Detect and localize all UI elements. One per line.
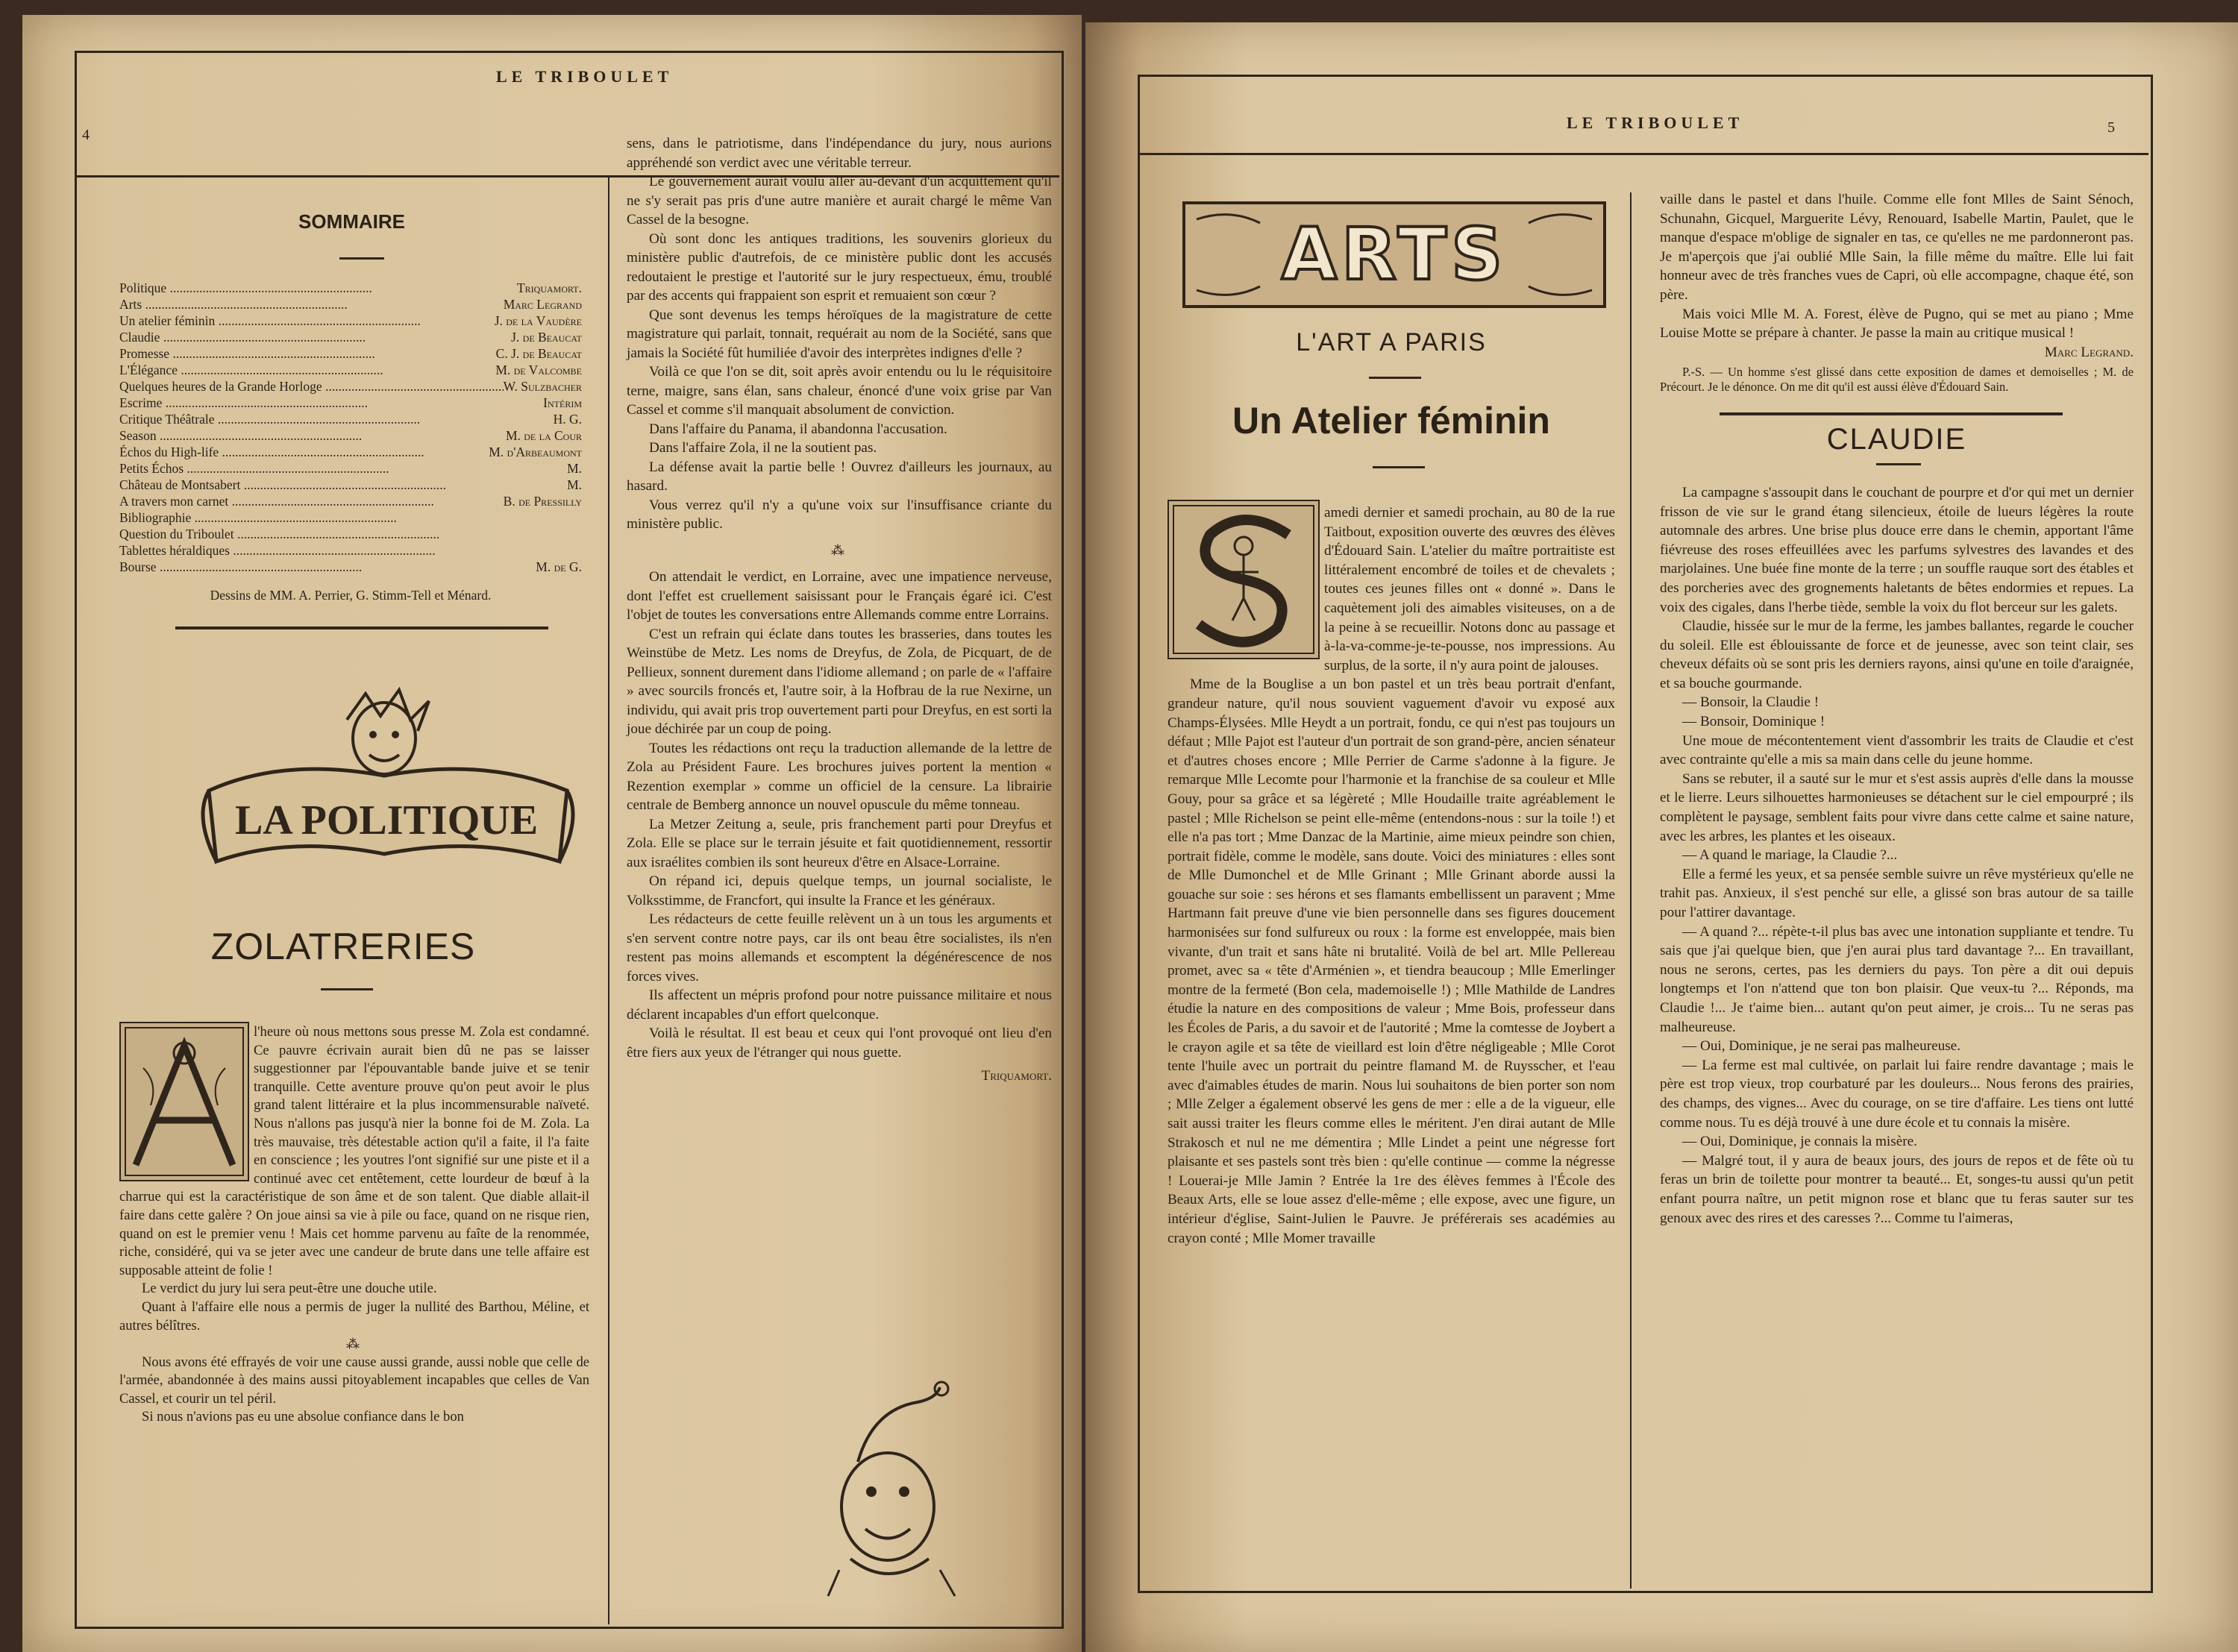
toc-row[interactable]: Question du Triboulet ..... xyxy=(119,526,582,542)
jester-banner-illustration xyxy=(194,686,582,902)
toc-row[interactable]: Bibliographie ..... xyxy=(119,509,582,526)
politique-banner xyxy=(194,686,582,902)
toc-row[interactable]: Escrime ..... Intérim xyxy=(119,395,582,411)
page-number: 4 xyxy=(82,127,90,143)
article-title: ZOLATRERIES xyxy=(210,926,476,967)
signature: Triquamort. xyxy=(981,1068,1052,1084)
dropcap-spacer xyxy=(1167,503,1324,660)
paragraph: Voilà le résultat. Il est beau et ceux qui l'ont provoqué ont lieu d'en être fiers aux yeux de l'étranger qui nous guette. xyxy=(627,1026,1052,1061)
asterism: ⁂ xyxy=(346,1337,363,1352)
paragraph: l'heure où nous mettons sous presse M. Zola est condamné. Ce pauvre écrivain aurait bien dû ne pas se laisser suggestionner par l'épouvantable bande juive et se tenir tranquille. Cette aventure prouve qu'on peut avoir le plus grand talent littéraire et la plus incommensurable naïveté. Nous n'allons pas jusqu'à nier la bonne foi de M. Zola. La très mauvaise, très détestable action qu'il a faite, il l'a faite en conscience ; les youtres l'ont signifié sur une piste et il a continué avec cet entêtement, cette lourdeur de bœuf à la charrue qui est la caractéristique de son âme et de son talent. Que diable allait-il faire dans cette galère ? On joue ainsi sa vie à pile ou face, quand on ne risque rien, quand on est le premier venu ! Mais cet homme parvenu au faîte de la renommée, riche, considéré, qui va se jeter avec une candeur de brute dans une telle affaire est supposable atteint de folie ! xyxy=(119,1024,589,1278)
toc-row[interactable]: Arts ..... Marc Legrand xyxy=(119,296,582,313)
paragraph: — Oui, Dominique, je connais la misère. xyxy=(1682,1134,1917,1150)
sommaire-end-rule xyxy=(175,626,548,629)
toc-row[interactable]: Politique ..... Triquamort. xyxy=(119,280,582,296)
paragraph: sens, dans le patriotisme, dans l'indépendance du jury, nous aurions appréhendé son verdict avec une véritable terreur. xyxy=(627,136,1052,171)
paragraph: Nous avons été effrayés de voir une cause aussi grande, aussi noble que celle de l'armée, abandonnée à des mains aussi pitoyablement incapables que celles de Van Cassel, et courir un tel péril. xyxy=(119,1354,589,1407)
paragraph: Une moue de mécontentement vient d'assombrir les traits de Claudie et c'est avec contrainte qu'elle a mis sa main dans celle du jeune homme. xyxy=(1660,732,2134,768)
article-column-1 xyxy=(119,1023,589,1427)
paragraph: Quant à l'affaire elle nous a permis de juger la nullité des Barthou, Méline, et autres bélîtres. xyxy=(119,1298,589,1334)
masthead: LE TRIBOULET xyxy=(496,67,674,86)
paragraph: — La ferme est mal cultivée, on parlait lui faire rendre davantage ; mais le père est trop vieux, trop courbaturé par les douleurs... Nous ferons des prairies, des champs, des vignes... Avec du courage, on se tire d'affaire. Les tiens ont lutté comme nous. Tu es déjà trouvé à une dure école et tu connais la misère. xyxy=(1660,1057,2134,1131)
paragraph: amedi dernier et samedi prochain, au 80 de la rue Taitbout, exposition ouverte des œuvres des élèves d'Édouard Sain. L'atelier du maître portraitiste est littéralement encombré de toiles et de chevalets ; toutes ces jeunes filles ont « donné ». Dans le caquètement joli des aimables visiteuses, on a de la peine à se recueillir. Notons donc au passage et à-la-va-comme-je-te-pousse, nos impressions. Au surplus, de la sorte, il n'y aura point de jalouses. xyxy=(1324,505,1615,673)
section-banner-text: LA POLITIQUE xyxy=(234,797,539,844)
claudie-rule xyxy=(1876,463,1921,465)
sommaire-title: SOMMAIRE xyxy=(298,210,405,233)
paragraph: vaille dans le pastel et dans l'huile. Comme elle font Mlles de Saint Sénoch, Schunahn, Gicquel, Marguerite Lévy, Renouard, Isabelle Martin, Paulet, que le manque d'espace m'oblige de signaler en tas, ce qu'elles ne me pardonneront pas. Je m'aperçois que j'ai oublié Mlle Sain, la fille même du maître. Elle lui fait honneur avec de très franches vues de Capri, où elle accompagne, chaque été, son père. xyxy=(1660,192,2134,303)
paragraph: Toutes les rédactions ont reçu la traduction allemande de la lettre de Zola au Président Faure. Les brochures juives portent la mention « Rezention exemplar » comme un officiel de la censure. La librairie centrale de Bemberg annonce un nouvel opuscule du même tonneau. xyxy=(627,740,1052,813)
toc-row[interactable]: Promesse ..... C. J. de Beaucat xyxy=(119,345,582,362)
article-column-2 xyxy=(627,134,1052,1086)
masthead: LE TRIBOULET xyxy=(1567,113,1744,132)
illustration-credits: Dessins de MM. A. Perrier, G. Stimm-Tell et Ménard. xyxy=(210,588,492,603)
paragraph: Le verdict du jury lui sera peut-être une douche utile. xyxy=(142,1281,437,1297)
paragraph: Elle a fermé les yeux, et sa pensée semble suivre un rêve mystérieux qu'elle ne trahit pas. Anxieux, il s'est penché sur elle, a glissé son bras autour de sa taille pour l'attirer davantage. xyxy=(1660,866,2134,920)
sommaire-rule xyxy=(339,257,384,260)
paragraph: Si nous n'avions pas eu une absolue confiance dans le bon xyxy=(142,1409,464,1425)
paragraph: Les rédacteurs de cette feuille relèvent un à un tous les arguments et s'en servent contre notre pays, car ils ont beau être socialistes, ils n'en restent pas moins allemands et escomptent la dégénérescence de nos forces vives. xyxy=(627,911,1052,984)
left-page xyxy=(22,15,1082,1652)
header-rule xyxy=(1138,153,2148,155)
arts-banner xyxy=(1182,201,1606,308)
paragraph: — Bonsoir, Dominique ! xyxy=(1682,714,1825,730)
paragraph: On répand ici, depuis quelque temps, un journal socialiste, le Volksstimme, de Francfort, qui insulte la France et les généraux. xyxy=(627,873,1052,908)
arts-banner-illustration xyxy=(1185,204,1603,305)
paragraph: Vous verrez qu'il n'y a qu'une voix sur l'insuffisance criante du ministère public. xyxy=(627,497,1052,532)
toc-row[interactable]: Un atelier féminin ..... J. de la Vaudère xyxy=(119,313,582,329)
title-rule xyxy=(1373,466,1425,468)
article-column-2 xyxy=(1660,190,2134,1228)
paragraph: Mais voici Mlle M. A. Forest, élève de Pugno, qui se met au piano ; Mme Louise Motte se prépare à chanter. Je passe la main au critique musical ! xyxy=(1660,306,2134,342)
paragraph: Mme de la Bouglise a un bon pastel et un très beau portrait d'enfant, grandeur nature, qu'il nous souvient vaguement d'avoir vu exposé aux Champs-Élysées. Mlle Heydt a un portrait, fondu, ce qui n'est pas toujours un défaut ; Mlle Pajot est l'auteur d'un portrait de son grand-père, ancien sénateur et d'autres choses encore ; Mlle Perrier de Carme s'adonne à la figure. Je remarque Mlle Lecomte pour l'harmonie et la franchise de sa couleur et Mlle Gouy, pour sa grâce et sa légèreté ; Mlle Houdaille traite agréablement le pastel ; Mlle Richelson se peint elle-même (entendons-nous : sur la toile !) et elle n'a pas tort ; Mme Danzac de la Martinie, aime mieux peindre son chien, portrait fidèle, comme le modèle, sans doute. Voici des miniatures : elles sont de Mlle Dumonchel et de Mlle Grinant ; Mlle Grinant aborde aussi la gouache sur soie : ses hérons et ses flamants embellissent un paravent ; Mme Hartmann fait preuve d'une vie bien personnelle dans ses figures doucement harmonisées sur fond sulfureux ou roux : la forme est enveloppée, mais bien vivante, d'un trait et sans hâte ni brutalité. Voilà de bel art. Mlle Pellereau promet, avec sa « tête d'Arménien », et tiendra beaucoup ; Mlle Emerlinger montre de la fermeté (Bon cela, mademoiselle !) ; Mlle Mathilde de Landres étudie la nature en des compositions de valeur ; Mme Bois, professeur dans les Écoles de Paris, a du savoir et de l'autorité ; Mme la comtesse de Joybert a le crayon agile et sa tête de vieillard est loin d'être négligeable ; Mlle Corot tente l'huile avec un portrait du peintre flamand M. de Ruysscher, et l'eau avec d'aimables études de marin. Nous lui souhaitons de bien porter son nom ; Mlle Zelger a également observé les gens de mer : elle a de la vigueur, elle sait aussi traiter les fleurs comme elles le méritent. J'en dirai autant de Mlle Strakosch et nul ne me démentira ; Mlle Lindet a peint une négresse fort plaisante et ses pastels sont très bien : qu'elle continue — comme la négresse ! Louerai-je Mlle Jamin ? Entrée la 1re des élèves femmes à l'École des Beaux Arts, elle se loue assez d'elle-même ; elle expose, avec une figure, un intérieur d'église, Saint-Julien le Pauvre. Je préférerais ses académies au crayon conté ; Mlle Momer travaille xyxy=(1167,676,1615,1246)
paragraph: — Oui, Dominique, je ne serai pas malheureuse. xyxy=(1682,1038,1960,1055)
section-rule xyxy=(1720,412,2063,415)
paragraph: — A quand le mariage, la Claudie ?... xyxy=(1682,847,1898,864)
paragraph: Où sont donc les antiques traditions, les souvenirs glorieux du ministère public d'autrefois, de ce ministère public dont les accusés redoutaient le prestige et l'autorité sur le jury respectueux, ému, troublé par des accents qui frappaient son esprit et remuaient son cœur ? xyxy=(627,230,1052,304)
paragraph: Dans l'affaire du Panama, il abandonna l'accusation. xyxy=(649,421,947,437)
toc-row[interactable]: Petits Échos ..... M. xyxy=(119,460,582,477)
paragraph: C'est un refrain qui éclate dans toutes les brasseries, dans toutes les Weinstübe de Metz. Les noms de Dreyfus, de Zola, de Picquart, de de Pellieux, sonnent durement dans l'idiome allemand ; on parle de « l'affaire » avec sourcils froncés et, l'autre soir, à la Hofbrau de la rue Nexirne, un individu, qui avait pris trop ouvertement parti pour Dreyfus, en est sorti la joue déchirée par un coup de poing. xyxy=(627,626,1052,737)
title-rule xyxy=(321,988,373,990)
paragraph: La campagne s'assoupit dans le couchant de pourpre et d'or qui met un dernier frisson de vie sur le grand étang silencieux, étoile de lueurs légères la route automnale des arbres. Une brise plus douce erre dans le chemin, apportant l'âme fiévreuse des roses effeuillées avec les parfums sylvestres des lavandes et des marjolaines. Une buée fine monte de la terre ; un souffle rauque sort des étables et des porcheries avec des grognements haletants de bêtes endormies et repues. La voix des cigales, dans l'herbe tiède, semble la voix du flot berceur sur les galets. xyxy=(1660,484,2134,615)
paragraph: Le gouvernement aurait voulu aller au-devant d'un acquittement qu'il ne s'y serait pas pris d'une autre manière et aurait chargé le même Van Cassel de la besogne. xyxy=(627,174,1052,227)
asterism: ⁂ xyxy=(831,542,847,558)
article-column-1 xyxy=(1167,503,1615,1248)
toc-row[interactable]: Tablettes héraldiques ..... xyxy=(119,542,582,559)
paragraph: Que sont devenus les temps héroïques de la magistrature de cette magistrature qui parlait, tonnait, requérait au nom de la Société, sans que jamais la Société fût humiliée d'avoir des interprètes indignes d'elle ? xyxy=(627,307,1052,361)
toc-row[interactable]: Échos du High-life ..... M. d'Arbeaumont xyxy=(119,444,582,460)
toc-row[interactable]: Claudie ..... J. de Beaucat xyxy=(119,329,582,345)
paragraph: Ils affectent un mépris profond pour notre puissance militaire et nous déclarent incapables d'un effort quelconque. xyxy=(627,987,1052,1023)
page-number: 5 xyxy=(2107,119,2115,136)
toc-row[interactable]: Bourse ..... M. de G. xyxy=(119,559,582,575)
jester-sketch xyxy=(806,1380,985,1604)
section-banner-text: ARTS xyxy=(1281,213,1508,296)
postscript: P.-S. — Un homme s'est glissé dans cette exposition de dames et demoiselles ; M. de Précourt. Je le dénonce. On me dit qu'il est aussi élève d'Édouard Sain. xyxy=(1660,365,2134,395)
toc-row[interactable]: Critique Théâtrale ..... H. G. xyxy=(119,411,582,427)
paragraph: On attendait le verdict, en Lorraine, avec une impatience nerveuse, dont l'effet est cruellement saisissant pour le Français égaré ici. C'est l'objet de toutes les conversations entre Allemands comme entre Lorrains. xyxy=(627,569,1052,623)
paragraph: — A quand ?... répète-t-il plus bas avec une intonation suppliante et tendre. Tu sais que j'ai quelque bien, que j'en aurai plus tard davantage ?... En travaillant, nous ne serons, certes, pas les derniers du pays. Ton père a dit oui depuis longtemps et l'on n'attend que ton bon plaisir. Que veux-tu ?... Réponds, ma Claudie !... Je t'aime bien... autant qu'on peut aimer, je crois... Tu ne seras pas malheureuse. xyxy=(1660,923,2134,1035)
column-divider xyxy=(608,175,609,1624)
paragraph: Claudie, hissée sur le mur de la ferme, les jambes ballantes, regarde le coucher du soleil. Elle est éblouissante de force et de jeunesse, avec son teint clair, ses cheveux défaits où se sont pris les derniers rayons, ainsi qu'une en toile d'araignée, et sa bouche gourmande. xyxy=(1660,618,2134,691)
signature: Marc Legrand. xyxy=(2044,344,2134,360)
claudie-title: CLAUDIE xyxy=(1826,423,1967,456)
toc-row[interactable]: A travers mon carnet ..... B. de Pressilly xyxy=(119,493,582,509)
article-title: Un Atelier féminin xyxy=(1232,400,1550,442)
kicker-rule xyxy=(1369,377,1421,379)
toc-row[interactable]: Season ..... M. de la Cour xyxy=(119,427,582,444)
paragraph: Sans se rebuter, il a sauté sur le mur et s'est assis auprès d'elle dans la mousse et le lierre. Leurs silhouettes harmonieuses se détachent sur le ciel empourpré ; ils complètent le paysage, semblent faits pour vivre dans cette calme et saine nature, avec les arbres, les plantes et les oiseaux. xyxy=(1660,770,2134,844)
kicker: L'ART A PARIS xyxy=(1296,328,1487,357)
dropcap-spacer xyxy=(119,1023,254,1181)
toc-row[interactable]: Quelques heures de la Grande Horloge ..... W. Sulzbacher xyxy=(119,378,582,395)
paragraph: La défense avait la partie belle ! Ouvrez d'ailleurs les journaux, au hasard. xyxy=(627,459,1052,494)
sommaire-list xyxy=(119,280,582,603)
paragraph: La Metzer Zeitung a, seule, pris franchement parti pour Dreyfus et Zola. Elle se place sur le terrain jésuite et fait quotidiennement, ressortir aux israélites combien ils sont heureux d'être en Alsace-Lorraine. xyxy=(627,816,1052,870)
paragraph: — Malgré tout, il y aura de beaux jours, des jours de repos et de fête où tu feras un brin de toilette pour montrer ta beauté... Et, songes-tu aussi qu'un petit enfant pourra naître, un petit mignon rose et blanc que tu feras sauter sur tes genoux avec des rires et des caresses ?... Comme tu l'aimeras, xyxy=(1660,1152,2134,1226)
paragraph: Voilà ce que l'on se dit, soit après avoir entendu ou lu le réquisitoire terne, maigre, sans élan, sans chaleur, énoncé d'une voix grise par Van Cassel et comme s'il manquait absolument de conviction. xyxy=(627,364,1052,418)
toc-row[interactable]: Château de Montsabert ..... M. xyxy=(119,477,582,493)
right-page xyxy=(1085,22,2238,1652)
paragraph: — Bonsoir, la Claudie ! xyxy=(1682,694,1819,711)
toc-row[interactable]: L'Élégance ..... M. de Valcombe xyxy=(119,362,582,378)
jester-head-illustration xyxy=(806,1380,985,1604)
paragraph: Dans l'affaire Zola, il ne la soutient pas. xyxy=(649,440,877,456)
column-divider xyxy=(1630,192,1632,1589)
